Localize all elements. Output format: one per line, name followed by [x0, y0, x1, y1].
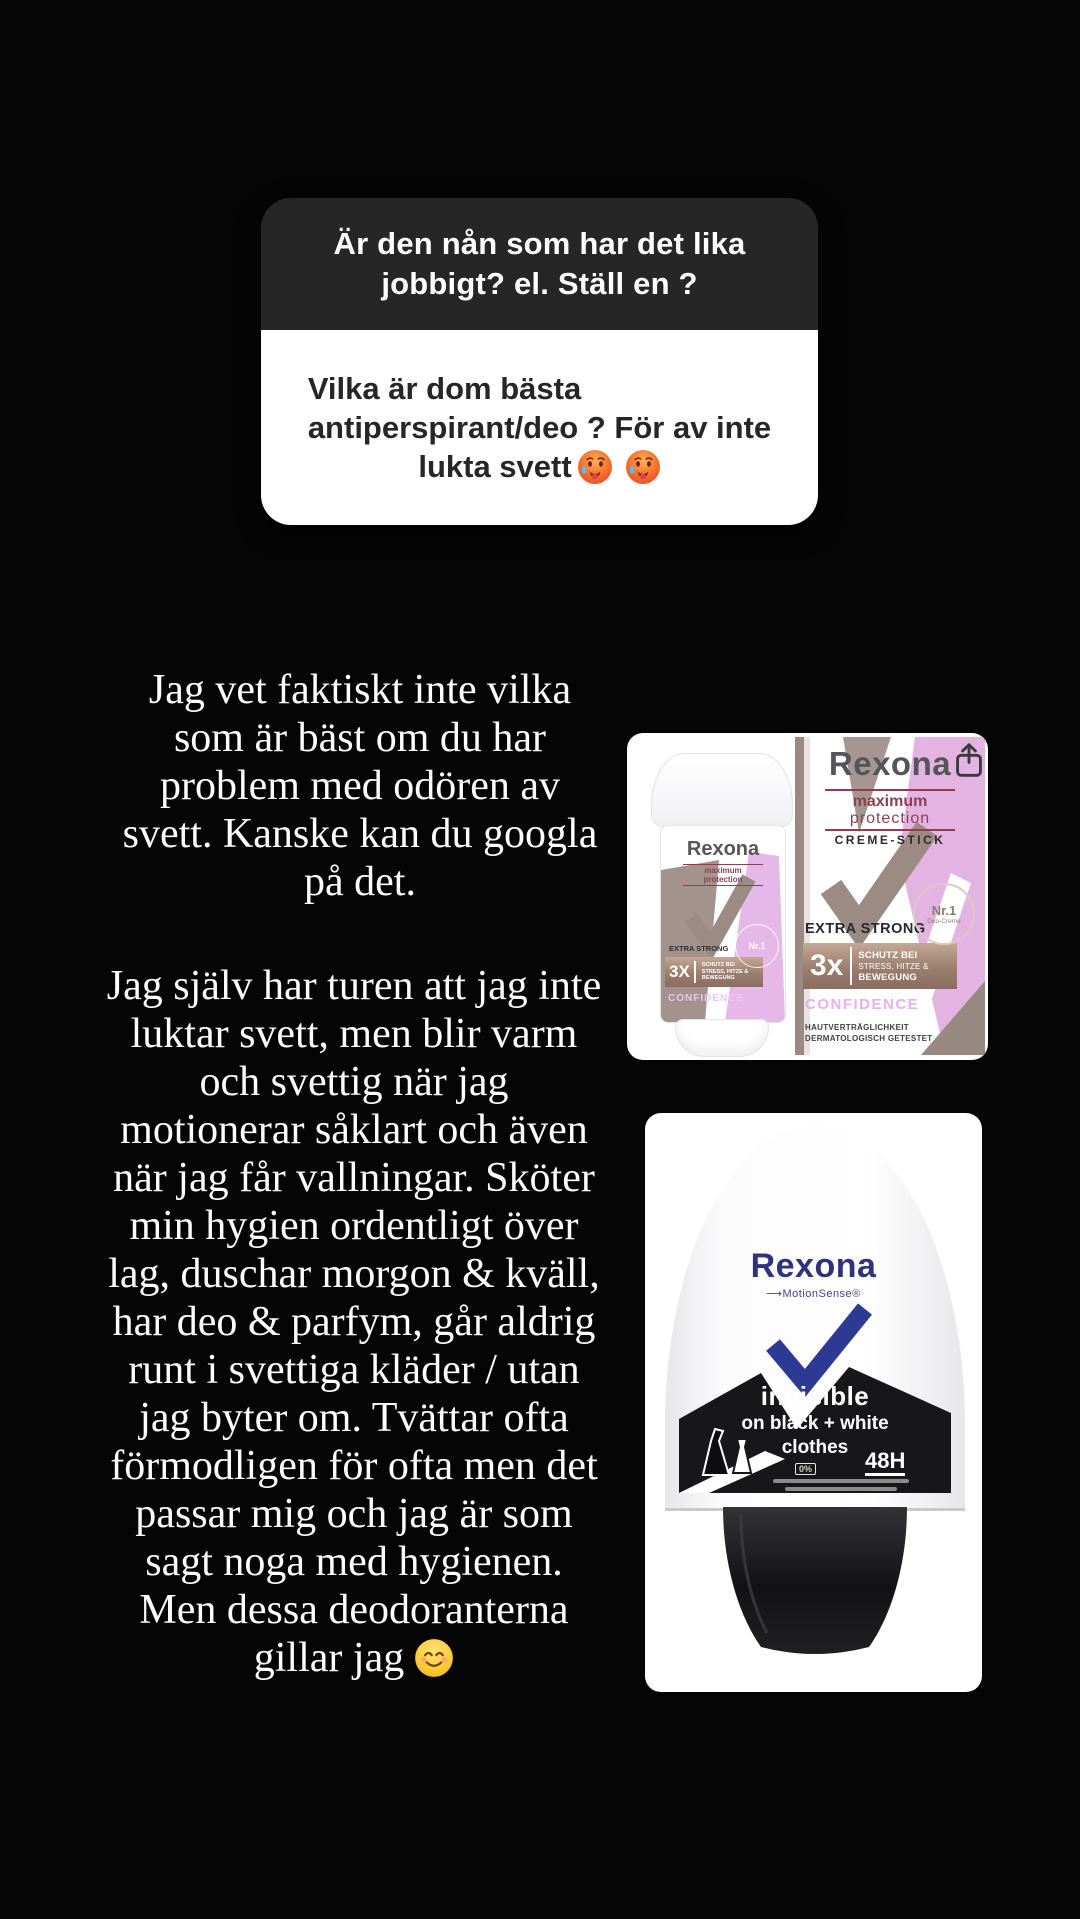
question-answer-text: lukta svett — [418, 449, 572, 484]
fine-print-line — [773, 1479, 909, 1483]
text-line: SCHUTZ BEI — [858, 949, 918, 961]
text-line: jobbigt? el. Ställ en ? — [381, 266, 698, 301]
message-paragraph-2-lines — [28, 962, 680, 1634]
text-line: jag byter om. Tvättar ofta — [139, 1395, 569, 1441]
skin-line: DERMATOLOGISCH GETESTET — [805, 1033, 933, 1043]
invisible-label: invisible — [760, 1381, 870, 1411]
text-line: problem med odören av — [159, 763, 561, 809]
claim-label: EXTRA STRONG — [805, 921, 926, 937]
alcohol-free-label: 0% — [795, 1463, 816, 1475]
clothes-label: clothes — [781, 1437, 849, 1458]
text-line: Vilka är dom bästa — [307, 371, 582, 406]
product-image-rexona-roll-on — [645, 1113, 982, 1692]
duration-badge: 48H — [865, 1449, 905, 1476]
multiplier: 3X — [669, 962, 690, 981]
range-line: protection — [703, 875, 743, 884]
question-sticker[interactable] — [261, 198, 818, 525]
rexona-logo: Rexona — [750, 1247, 877, 1285]
text-line: Jag själv har turen att jag inte — [106, 963, 602, 1009]
text-line: svett. Kanske kan du googla — [122, 811, 598, 857]
range-label — [683, 864, 763, 886]
text-line: Är den nån som har det lika — [333, 226, 746, 261]
text-line: BEWEGUNG — [858, 971, 917, 983]
question-answer-last-line — [418, 447, 660, 486]
range-label — [825, 789, 955, 831]
claim-label: EXTRA STRONG — [669, 944, 729, 953]
nr1-badge — [735, 924, 779, 968]
text-line: sagt noga med hygienen. — [145, 1539, 563, 1585]
text-line: min hygien ordentligt över — [129, 1203, 579, 1249]
range-line: protection — [849, 810, 931, 827]
range-line: maximum — [704, 866, 742, 875]
skin-test-label — [805, 1023, 933, 1044]
text-line: STRESS, HITZE & — [701, 968, 749, 975]
motionsense-logo: ⟶MotionSense® — [766, 1288, 861, 1300]
multiplier: 3x — [810, 949, 844, 982]
product-box — [795, 737, 985, 1055]
text-line: förmodligen för ofta men det — [110, 1443, 598, 1489]
nr1-badge — [913, 883, 975, 945]
fine-print-line — [785, 1487, 897, 1491]
badge-line: Nr.1 — [931, 903, 957, 918]
message-paragraph-1 — [40, 666, 680, 906]
creme-stick-body — [660, 825, 786, 1023]
text-line: motionerar såklart och även — [120, 1107, 588, 1153]
text-line: antiperspirant/deo ? För av inte — [307, 410, 772, 445]
question-answer-lines — [308, 369, 771, 447]
format-label: CREME-STICK — [834, 833, 946, 847]
creme-stick-cap — [651, 753, 793, 827]
smiling-face-emoji — [414, 1638, 454, 1678]
rexona-logo: Rexona — [828, 745, 952, 782]
text-line: har deo & parfym, går aldrig — [112, 1299, 596, 1345]
text-line: när jag får vallningar. Sköter — [113, 1155, 595, 1201]
product-image-rexona-creme-stick — [627, 733, 988, 1060]
on-black-white-label: on black + white — [741, 1413, 889, 1434]
badge-line: Nr.1 — [748, 941, 766, 951]
text-line: STRESS, HITZE & — [858, 961, 929, 971]
question-sticker-prompt — [261, 198, 818, 330]
text-line: Jag vet faktiskt inte vilka — [148, 667, 572, 713]
closing-text: gillar jag — [253, 1635, 405, 1681]
dress-icon — [697, 1425, 763, 1489]
message-closing-line — [28, 1634, 680, 1682]
three-x-bar — [803, 943, 957, 989]
creme-stick-foot — [675, 1019, 769, 1057]
variant-label: CONFIDENCE — [668, 993, 745, 1004]
text-line: passar mig och jag är som — [135, 1491, 573, 1537]
text-line: Men dessa deodoranterna — [139, 1587, 569, 1633]
text-line: runt i svettiga kläder / utan — [128, 1347, 580, 1393]
text-line: luktar svett, men blir varm — [130, 1011, 578, 1057]
roll-on-base — [715, 1507, 915, 1655]
variant-label: CONFIDENCE — [805, 996, 920, 1013]
range-line: maximum — [852, 793, 928, 810]
rexona-logo: Rexona — [686, 838, 760, 860]
text-line: lag, duschar morgon & kväll, — [108, 1251, 600, 1297]
badge-line: Deo-Creme — [927, 918, 961, 925]
text-line: på det. — [304, 859, 416, 905]
question-sticker-answer — [261, 330, 818, 525]
benefit-lines — [696, 962, 748, 982]
skin-line: HAUTVERTRÄGLICHKEIT — [805, 1023, 909, 1032]
hot-face-emoji — [625, 449, 661, 485]
hot-face-emoji — [577, 449, 613, 485]
benefit-lines — [852, 950, 928, 983]
text-line: som är bäst om du har — [173, 715, 547, 761]
text-line: BEWEGUNG — [701, 975, 735, 982]
text-line: och svettig när jag — [199, 1059, 509, 1105]
share-icon[interactable] — [951, 741, 987, 781]
message-paragraph-2 — [28, 962, 680, 1682]
text-line: SCHUTZ BEI — [701, 962, 735, 969]
